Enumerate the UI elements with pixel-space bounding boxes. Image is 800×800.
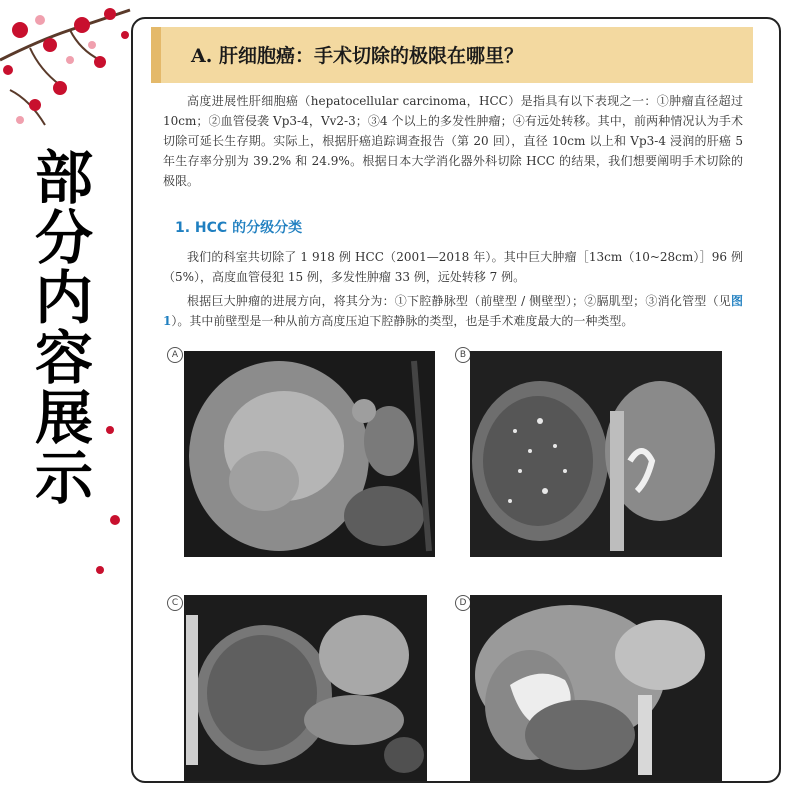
banner-char: 内 — [34, 264, 93, 332]
banner-char: 容 — [34, 324, 93, 392]
chapter-header — [151, 27, 753, 83]
figure-label-b: B — [455, 347, 471, 363]
figure-1-link[interactable]: 图 1 — [163, 294, 743, 328]
paragraph-classification — [163, 291, 743, 331]
plum-blossom-decoration-top — [0, 0, 140, 150]
paragraph-text: 根据巨大肿瘤的进展方向，将其分为：①下腔静脉型（前壁型 / 侧壁型）；②膈肌型；③消化管型（见 — [187, 294, 731, 308]
vertical-banner — [14, 144, 114, 512]
intro-paragraph: 高度进展性肝细胞癌（hepatocellular carcinoma，HCC）是指具有以下表现之一：①肿瘤直径超过10cm；②血管侵袭 Vp3-4，Vv2-3；③4 个以上的多发性肿瘤；④有远处转移。其中，前两种情况认为手术切除可延长生存期。实际上，根据肝癌追踪调查报告（第 20 回），直径 10cm 以上和 Vp3-4 浸润的肝癌 5 年生存率分别为 39.2% 和 24.9%。根据日本大学消化器外科切除 HCC 的结果，我们想要阐明手术切除的极限。 — [163, 94, 743, 188]
ct-image-d — [470, 595, 722, 781]
banner-char: 展 — [34, 384, 93, 452]
chapter-title: A. 肝细胞癌：手术切除的极限在哪里？ — [191, 45, 523, 67]
banner-char: 部 — [34, 144, 93, 212]
figure-label-d: D — [455, 595, 471, 611]
paragraph-cases: 我们的科室共切除了 1 918 例 HCC（2001—2018 年）。其中巨大肿瘤［13cm（10~28cm）］96 例（5%），高度血管侵犯 15 例，多发性肿瘤 33 例，远处转移 7 例。 — [163, 250, 743, 284]
ct-image-b — [470, 351, 722, 557]
figure-label-a: A — [167, 347, 183, 363]
figure-label-c: C — [167, 595, 183, 611]
banner-char: 示 — [34, 444, 93, 512]
header-accent — [151, 27, 161, 83]
book-page — [131, 17, 781, 783]
ct-image-c — [184, 595, 427, 781]
banner-char: 分 — [34, 204, 93, 272]
section-title: 1. HCC 的分级分类 — [175, 220, 303, 236]
ct-image-a — [184, 351, 435, 557]
paragraph-text: ）。其中前壁型是一种从前方高度压迫下腔静脉的类型，也是手术难度最大的一种类型。 — [171, 314, 634, 328]
